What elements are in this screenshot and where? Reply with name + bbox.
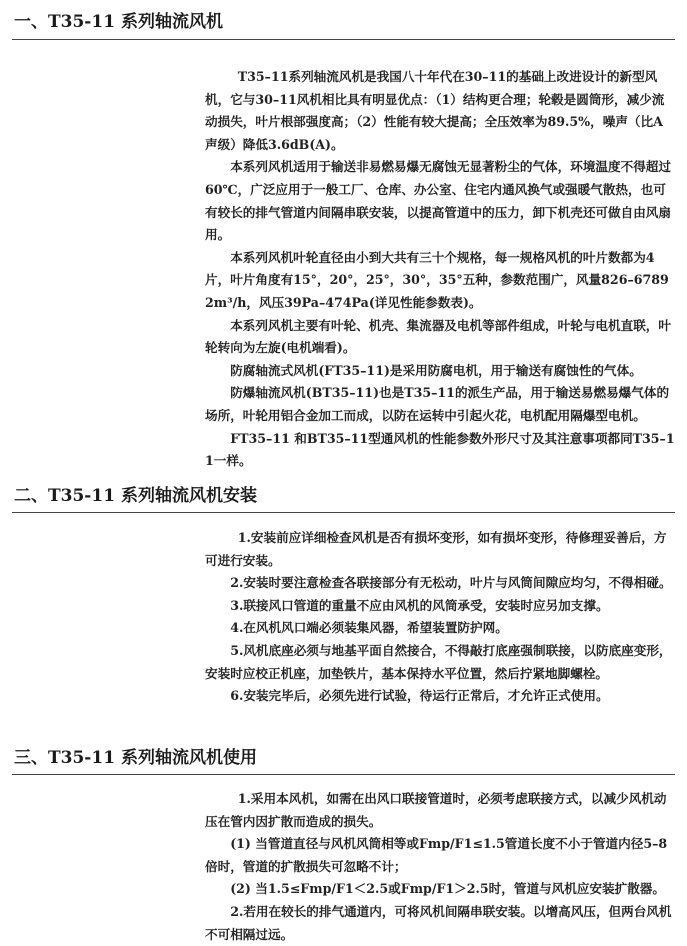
section-1-paragraph-5: 防腐轴流式风机(FT35–11)是采用防腐电机，用于输送有腐蚀性的气体。 <box>230 362 642 378</box>
section-2-divider <box>12 512 675 513</box>
section-2-item-2: 2.安装时要注意检查各联接部分有无松动，叶片与风筒间隙应均匀，不得相碰。 <box>230 575 672 591</box>
section-2-item-5: 5.风机底座必须与地基平面自然接合，不得敲打底座强制联接，以防底座变形，安装时应校正机座，加垫铁片，基本保持水平位置，然后拧紧地脚螺栓。 <box>205 642 672 681</box>
section-1-paragraph-6: 防爆轴流风机(BT35–11)也是T35–11的派生产品，用于输送易燃易爆气体的场所，叶轮用铝合金加工而成，以防在运转中引起火花，电机配用隔爆型电机。 <box>205 385 670 423</box>
section-3-item-2: 2.若用在较长的排气通道内，可将风机间隔串联安装。以增高风压，但两台风机不可相隔过远。 <box>205 903 672 942</box>
section-3-title: 三、T35-11 系列轴流风机使用 <box>14 748 257 768</box>
section-1-body <box>205 66 675 473</box>
section-3-divider <box>12 774 675 775</box>
section-2-item-3: 3.联接风口管道的重量不应由风机的风筒承受，安装时应另加支撑。 <box>230 597 609 613</box>
section-3-item-1-2: (2) 当1.5≤Fmp/F1＜2.5或Fmp/F1＞2.5时，管道与风机应安装扩散器。 <box>230 881 665 897</box>
section-1-paragraph-7: FT35–11 和BT35–11型通风机的性能参数外形尺寸及其注意事项都同T35–11一样。 <box>205 430 675 469</box>
section-2-item-6: 6.安装完毕后，必须先进行试验，待运行正常后，才允许正式使用。 <box>230 688 609 704</box>
section-3-item-1-1: (1) 当管道直径与风机风筒相等或Fmp/F1≤1.5管道长度不小于管道内径5–8倍时，管道的扩散损失可忽略不计； <box>205 836 668 874</box>
section-1-paragraph-1: T35–11系列轴流风机是我国八十年代在30–11的基础上改进设计的新型风机，它与30–11风机相比具有明显优点：（1）结构更合理；轮毂是圆筒形，减少流动损失，叶片根部强度高；（2）性能有较大提高；全压效率为89.5%，噪声（比A声级）降低3.6dB(A)。 <box>205 69 665 152</box>
section-2-title: 二、T35-11 系列轴流风机安装 <box>14 486 257 506</box>
section-2-item-1: 1.安装前应详细检查风机是否有损坏变形，如有损坏变形，待修理妥善后，方可进行安装。 <box>205 530 667 568</box>
section-1-title: 一、T35-11 系列轴流风机 <box>14 12 223 32</box>
section-1-divider <box>12 39 675 40</box>
section-3-item-1: 1.采用本风机，如需在出风口联接管道时，必须考虑联接方式，以减少风机动压在管内因扩散而造成的损失。 <box>205 791 667 829</box>
section-1-paragraph-2: 本系列风机适用于输送非易燃易爆无腐蚀无显著粉尘的气体，环境温度不得超过60℃，广泛应用于一般工厂、仓库、办公室、住宅内通风换气或强暖气散热，也可有较长的排气管道内间隔串联安装，以提高管道中的压力，卸下机壳还可做自由风扇用。 <box>205 159 671 243</box>
section-3-body <box>205 788 675 946</box>
section-1-paragraph-4: 本系列风机主要有叶轮、机壳、集流器及电机等部件组成，叶轮与电机直联，叶轮转向为左旋(电机端看)。 <box>205 317 671 356</box>
section-1-paragraph-3: 本系列风机叶轮直径由小到大共有三十个规格，每一规格风机的叶片数都为4片，叶片角度有15°，20°，25°，30°，35°五种，参数范围广，风量826–67892m³/h，风压39Pa–474Pa(详见性能参数表)。 <box>205 249 669 310</box>
section-2-body <box>205 527 675 708</box>
section-2-item-4: 4.在风机风口端必须装集风器，希望装置防护网。 <box>230 620 508 636</box>
